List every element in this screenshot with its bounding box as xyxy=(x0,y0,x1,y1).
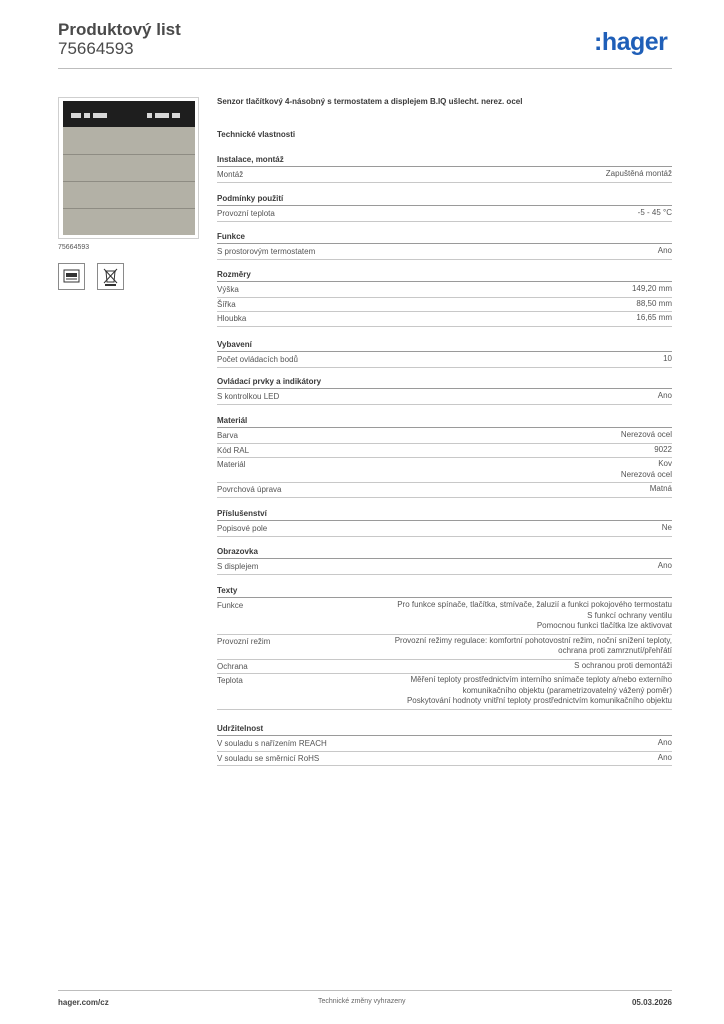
product-description: Senzor tlačítkový 4-násobný s termostatem a displejem B.IQ ušlecht. nerez. ocel xyxy=(217,97,523,106)
section-heading: Vybavení xyxy=(217,340,252,349)
row-divider xyxy=(217,404,672,405)
section-divider xyxy=(217,166,672,167)
section-divider xyxy=(217,351,672,352)
image-caption: 75664593 xyxy=(58,244,90,251)
row-divider xyxy=(217,765,672,766)
spec-value: S ochranou proti demontáži xyxy=(574,660,672,670)
spec-label: S kontrolkou LED xyxy=(217,392,280,401)
row-divider xyxy=(217,659,672,660)
row-divider xyxy=(217,634,672,635)
section-divider xyxy=(217,281,672,282)
spec-value: Ne xyxy=(661,523,672,532)
section-heading: Rozměry xyxy=(217,270,251,279)
spec-label: Kód RAL xyxy=(217,445,250,455)
footer-divider xyxy=(58,990,672,991)
footer-date: 05.03.2026 xyxy=(631,998,672,1007)
spec-label: S prostorovým termostatem xyxy=(217,247,316,256)
row-divider xyxy=(217,297,672,298)
spec-label: Povrchová úprava xyxy=(217,485,282,494)
spec-value: Matná xyxy=(649,484,672,493)
hager-logo: :hager xyxy=(594,28,668,56)
row-divider xyxy=(217,259,672,260)
spec-label: Ochrana xyxy=(217,661,248,671)
row-divider xyxy=(217,326,672,327)
spec-label: Počet ovládacích bodů xyxy=(217,355,298,364)
row-divider xyxy=(217,497,672,498)
page-title: Produktový list xyxy=(58,20,181,39)
row-divider xyxy=(217,482,672,483)
section-divider xyxy=(217,597,672,598)
spec-value: Ano xyxy=(657,752,672,762)
section-divider xyxy=(217,243,672,244)
row-divider xyxy=(217,574,672,575)
row-divider xyxy=(217,457,672,458)
technical-properties-title: Technické vlastnosti xyxy=(217,130,296,139)
spec-label: Funkce xyxy=(217,601,244,610)
spec-label: V souladu se směrnicí RoHS xyxy=(217,753,320,763)
spec-value: Nerezová ocel xyxy=(620,430,672,439)
spec-value: 9022 xyxy=(654,444,672,454)
spec-value: Zapuštěná montáž xyxy=(605,169,672,178)
spec-label: Hloubka xyxy=(217,314,247,323)
section-heading: Funkce xyxy=(217,232,246,241)
spec-label: Provozní režim xyxy=(217,636,271,646)
spec-value: 88,50 mm xyxy=(636,298,672,308)
row-divider xyxy=(217,709,672,710)
spec-label: Šířka xyxy=(217,299,236,309)
spec-label: Popisové pole xyxy=(217,524,268,533)
row-divider xyxy=(217,673,672,674)
header-divider xyxy=(58,68,672,69)
spec-value: Kov Nerezová ocel xyxy=(620,459,672,479)
section-heading: Obrazovka xyxy=(217,547,258,556)
row-divider xyxy=(217,443,672,444)
spec-label: S displejem xyxy=(217,562,259,571)
section-divider xyxy=(217,427,672,428)
section-divider xyxy=(217,388,672,389)
section-heading: Podmínky použití xyxy=(217,194,284,203)
row-divider xyxy=(217,367,672,368)
spec-label: V souladu s nařízením REACH xyxy=(217,739,327,748)
row-divider xyxy=(217,311,672,312)
section-divider xyxy=(217,735,672,736)
row-divider xyxy=(217,536,672,537)
footer-website: hager.com/cz xyxy=(58,998,109,1007)
push-button-sensor-illustration xyxy=(63,101,195,235)
spec-value: Ano xyxy=(657,391,672,400)
product-number: 75664593 xyxy=(58,39,134,58)
section-divider xyxy=(217,558,672,559)
spec-label: Materiál xyxy=(217,460,246,469)
spec-value: Ano xyxy=(657,246,672,255)
section-heading: Příslušenství xyxy=(217,509,267,518)
spec-label: Barva xyxy=(217,431,238,440)
rocker-divider xyxy=(63,181,195,182)
spec-label: Teplota xyxy=(217,676,243,685)
spec-label: Provozní teplota xyxy=(217,209,275,218)
row-divider xyxy=(217,221,672,222)
spec-value: Měření teploty prostřednictvím interního snímače teploty a/nebo externího komunikačního objektu (parametrizovatelný vážený poměr) Poskytování hodnoty vnitřní teploty prostřednictvím komunikačního objektu xyxy=(406,675,672,705)
section-divider xyxy=(217,205,672,206)
spec-value: Provozní režimy regulace: komfortní pohotovostní režim, noční snížení teploty, ochrana proti zamrznutí/přehřátí xyxy=(394,635,672,655)
footer-note: Technické změny vyhrazeny xyxy=(318,998,406,1005)
section-heading: Instalace, montáž xyxy=(217,155,284,164)
spec-value: Pro funkce spínače, tlačítka, stmívače, žaluzií a funkci pokojového termostatu S funkcí ochrany ventilu Pomocnou funkci tlačítka lze aktivovat xyxy=(397,600,672,630)
spec-value: 10 xyxy=(663,354,672,363)
nzb-label-icon xyxy=(58,263,85,290)
spec-value: -5 - 45 °C xyxy=(637,208,672,217)
device-display xyxy=(63,101,195,127)
spec-value: 149,20 mm xyxy=(631,284,672,293)
section-heading: Ovládací prvky a indikátory xyxy=(217,377,322,386)
spec-value: 16,65 mm xyxy=(636,313,672,322)
spec-label: Výška xyxy=(217,285,239,294)
spec-label: Montáž xyxy=(217,170,244,179)
section-heading: Udržitelnost xyxy=(217,724,264,733)
rocker-divider xyxy=(63,154,195,155)
section-heading: Materiál xyxy=(217,416,248,425)
product-image xyxy=(58,97,199,239)
rocker-divider xyxy=(63,208,195,209)
section-divider xyxy=(217,520,672,521)
row-divider xyxy=(217,751,672,752)
spec-value: Ano xyxy=(657,738,672,747)
spec-value: Ano xyxy=(657,561,672,570)
row-divider xyxy=(217,182,672,183)
section-heading: Texty xyxy=(217,586,238,595)
weee-crossed-bin-icon xyxy=(97,263,124,290)
